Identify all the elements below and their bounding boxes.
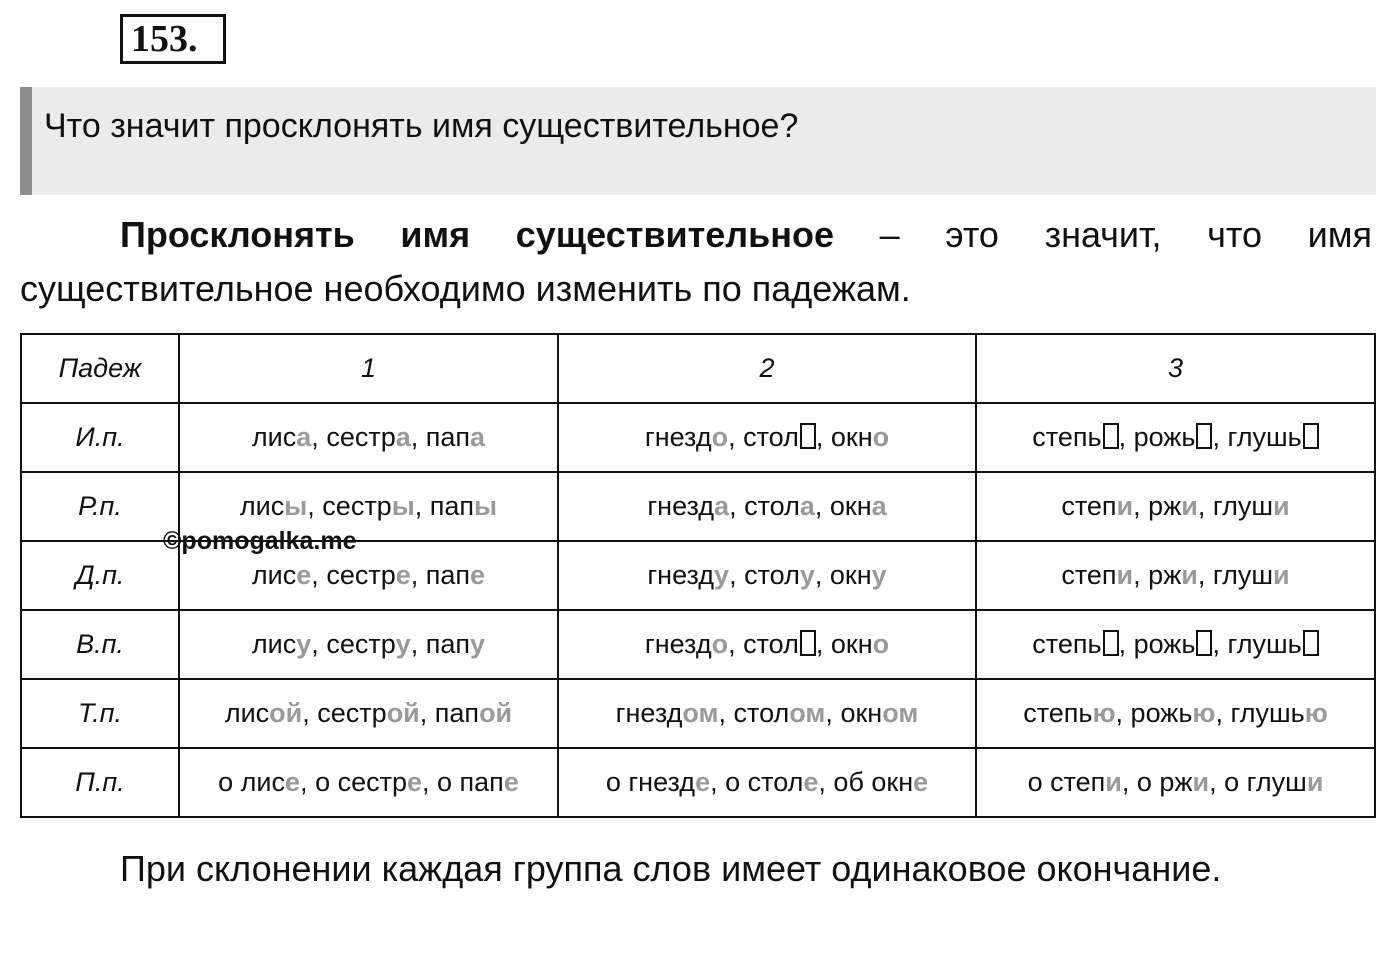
declension-3-cell: о степи, о ржи, о глуши — [976, 748, 1375, 817]
word-ending: ы — [474, 491, 498, 521]
declension-1-cell: о лисе, о сестре, о папе — [179, 748, 558, 817]
zero-ending-box — [1303, 423, 1319, 449]
word-ending: и — [1181, 491, 1198, 521]
word-stem: стол — [733, 698, 790, 728]
definition-term: Просклонять имя существительное — [120, 214, 835, 255]
word-ending: у — [799, 560, 815, 590]
case-label: Т.п. — [21, 679, 179, 748]
declension-1-cell: лиса, сестра, папа — [179, 403, 558, 472]
word-ending: и — [1116, 560, 1134, 590]
word-stem: гнезд — [615, 698, 683, 728]
zero-ending-box — [1303, 630, 1319, 656]
definition-rest: – это значит, что имя существительное необходимо изменить по падежам. — [20, 214, 1372, 309]
declension-3-cell: степью, рожью, глушью — [976, 679, 1375, 748]
word-stem: о стол — [725, 767, 804, 797]
zero-ending-box — [800, 630, 816, 656]
word-ending: у — [395, 629, 411, 659]
header-declension-1: 1 — [179, 334, 558, 403]
word-ending: ой — [386, 698, 420, 728]
word-stem: лис — [239, 491, 285, 521]
word-stem: пап — [434, 698, 480, 728]
word-ending: а — [871, 491, 887, 521]
declension-2-cell: о гнезде, о столе, об окне — [558, 748, 976, 817]
word-ending: е — [470, 560, 486, 590]
declension-1-cell: лисы, сестры, папы — [179, 472, 558, 541]
word-stem: сестр — [322, 491, 392, 521]
word-stem: рж — [1148, 560, 1182, 590]
zero-ending-box — [800, 423, 816, 449]
word-stem: сестр — [326, 560, 396, 590]
word-stem: о лис — [218, 767, 286, 797]
word-stem: пап — [425, 422, 471, 452]
header-declension-2: 2 — [558, 334, 976, 403]
table-header-row — [21, 334, 1375, 403]
word-stem: лис — [251, 422, 297, 452]
word-ending: а — [799, 491, 815, 521]
word-stem: рожь — [1130, 698, 1193, 728]
word-ending: ю — [1192, 698, 1216, 728]
word-stem: гнезд — [647, 491, 715, 521]
exercise-number: 153. — [120, 14, 226, 64]
word-ending: и — [1273, 491, 1290, 521]
declension-1-cell: лису, сестру, папу — [179, 610, 558, 679]
declension-table — [20, 333, 1376, 818]
word-ending: о — [872, 422, 890, 452]
word-stem: гнезд — [647, 560, 715, 590]
word-stem: рж — [1148, 491, 1182, 521]
word-stem: сестр — [317, 698, 387, 728]
word-ending: и — [1306, 767, 1324, 797]
word-stem: пап — [429, 491, 475, 521]
declension-3-cell: степь , рожь , глушь — [976, 403, 1375, 472]
word-ending: и — [1105, 767, 1122, 797]
table-row — [21, 679, 1375, 748]
word-stem: о степ — [1027, 767, 1106, 797]
word-ending: е — [395, 560, 411, 590]
word-stem: глушь — [1227, 422, 1302, 452]
word-ending: и — [1181, 560, 1198, 590]
word-ending: е — [296, 560, 312, 590]
word-stem: сестр — [326, 629, 396, 659]
case-label: И.п. — [21, 403, 179, 472]
word-stem: стол — [743, 629, 799, 659]
table-body — [21, 403, 1375, 817]
word-stem: лис — [224, 698, 270, 728]
word-ending: о — [711, 422, 729, 452]
word-ending: е — [285, 767, 301, 797]
word-stem: о пап — [437, 767, 504, 797]
word-stem: окн — [840, 698, 883, 728]
conclusion-paragraph: При склонении каждая группа слов имеет одинаковое окончание. — [120, 848, 1222, 889]
word-stem: об окн — [833, 767, 914, 797]
word-stem: степ — [1061, 560, 1117, 590]
word-ending: а — [470, 422, 486, 452]
word-stem: гнезд — [644, 629, 712, 659]
declension-2-cell: гнездо, стол , окно — [558, 610, 976, 679]
word-ending: ю — [1304, 698, 1328, 728]
word-ending: и — [1116, 491, 1134, 521]
word-ending: е — [503, 767, 519, 797]
question-box — [20, 87, 1376, 195]
definition-paragraph — [20, 208, 1372, 316]
word-stem: лис — [251, 629, 297, 659]
case-label: П.п. — [21, 748, 179, 817]
word-stem: степь — [1032, 422, 1102, 452]
word-stem: о гнезд — [605, 767, 696, 797]
word-stem: стол — [744, 491, 800, 521]
word-stem: рожь — [1133, 422, 1196, 452]
word-ending: и — [1192, 767, 1210, 797]
word-stem: глуш — [1212, 491, 1274, 521]
word-stem: о рж — [1136, 767, 1193, 797]
declension-3-cell: степи, ржи, глуши — [976, 472, 1375, 541]
word-ending: е — [406, 767, 423, 797]
word-stem: о глуш — [1224, 767, 1307, 797]
table-row — [21, 748, 1375, 817]
word-stem: окн — [829, 491, 872, 521]
word-ending: а — [714, 491, 730, 521]
word-ending: ом — [682, 698, 719, 728]
word-stem: степ — [1061, 491, 1117, 521]
word-stem: глушь — [1230, 698, 1305, 728]
word-ending: у — [871, 560, 887, 590]
word-stem: степь — [1032, 629, 1102, 659]
word-stem: окн — [829, 560, 872, 590]
case-label: Р.п. — [21, 472, 179, 541]
word-ending: ом — [882, 698, 919, 728]
word-ending: а — [296, 422, 312, 452]
word-ending: ю — [1092, 698, 1116, 728]
zero-ending-box — [1103, 423, 1119, 449]
zero-ending-box — [1196, 630, 1212, 656]
word-stem: окн — [830, 422, 873, 452]
header-declension-3: 3 — [976, 334, 1375, 403]
word-stem: стол — [744, 560, 800, 590]
declension-2-cell: гнездо, стол , окно — [558, 403, 976, 472]
word-stem: пап — [425, 560, 471, 590]
word-stem: о сестр — [315, 767, 407, 797]
word-ending: о — [711, 629, 729, 659]
word-ending: у — [470, 629, 486, 659]
word-stem: стол — [743, 422, 799, 452]
word-ending: и — [1273, 560, 1290, 590]
case-label: Д.п. — [21, 541, 179, 610]
declension-1-cell: лисой, сестрой, папой — [179, 679, 558, 748]
zero-ending-box — [1196, 423, 1212, 449]
declension-2-cell: гнездом, столом, окном — [558, 679, 976, 748]
word-ending: е — [803, 767, 819, 797]
case-label: В.п. — [21, 610, 179, 679]
word-ending: ы — [284, 491, 308, 521]
word-ending: ы — [391, 491, 415, 521]
question-text: Что значит просклонять имя существительное? — [44, 107, 799, 145]
header-case: Падеж — [21, 334, 179, 403]
declension-2-cell: гнезду, столу, окну — [558, 541, 976, 610]
word-stem: степь — [1023, 698, 1093, 728]
declension-2-cell: гнезда, стола, окна — [558, 472, 976, 541]
table-row — [21, 403, 1375, 472]
zero-ending-box — [1103, 630, 1119, 656]
watermark: ©pomogalka.me — [163, 527, 357, 555]
word-ending: е — [913, 767, 929, 797]
word-ending: о — [872, 629, 890, 659]
word-ending: е — [695, 767, 711, 797]
word-stem: сестр — [326, 422, 396, 452]
word-stem: гнезд — [644, 422, 712, 452]
word-ending: у — [714, 560, 730, 590]
declension-3-cell: степи, ржи, глуши — [976, 541, 1375, 610]
word-stem: окн — [830, 629, 873, 659]
table-row — [21, 610, 1375, 679]
declension-1-cell: лисе, сестре, папе — [179, 541, 558, 610]
word-stem: глуш — [1212, 560, 1274, 590]
word-stem: лис — [251, 560, 297, 590]
word-ending: ой — [269, 698, 303, 728]
word-ending: у — [296, 629, 312, 659]
word-ending: ом — [789, 698, 826, 728]
word-stem: рожь — [1133, 629, 1196, 659]
word-ending: ой — [479, 698, 513, 728]
word-ending: а — [395, 422, 411, 452]
declension-3-cell: степь , рожь , глушь — [976, 610, 1375, 679]
word-stem: глушь — [1227, 629, 1302, 659]
word-stem: пап — [425, 629, 471, 659]
